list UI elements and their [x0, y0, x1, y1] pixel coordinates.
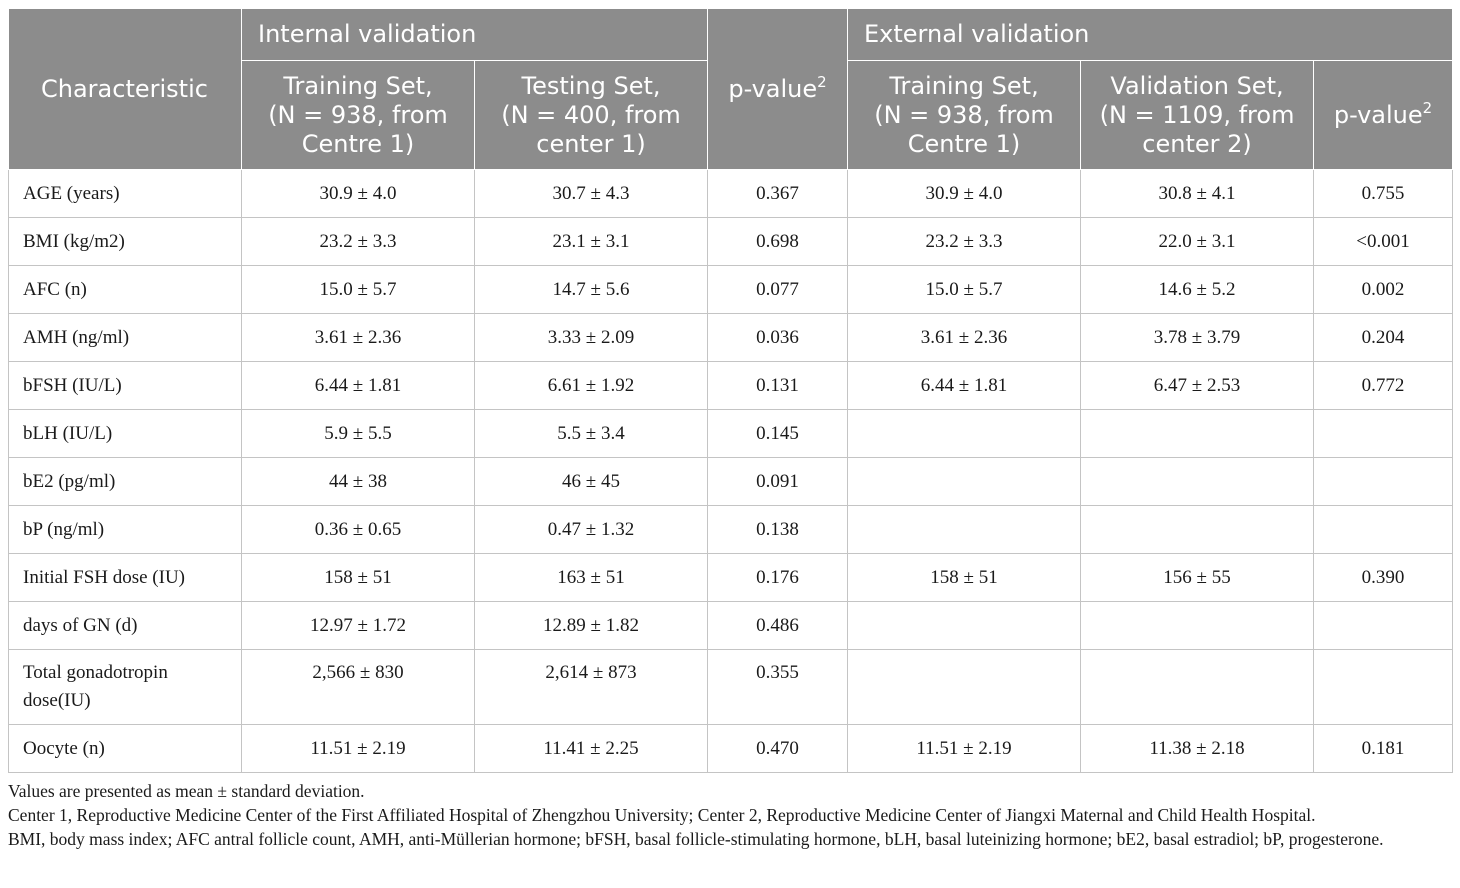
footnote-mark: 2 [817, 72, 827, 91]
external-training-cell: 6.44 ± 1.81 [848, 362, 1081, 410]
table-row [9, 650, 1453, 725]
internal-testing-header [475, 61, 708, 170]
external-pvalue-cell: 0.181 [1314, 725, 1453, 773]
header-line: (N = 938, from [874, 100, 1054, 129]
external-pvalue-cell [1314, 506, 1453, 554]
note-values: Values are presented as mean ± standard deviation. [8, 781, 365, 801]
external-pvalue-cell [1314, 410, 1453, 458]
external-validation-cell [1081, 458, 1314, 506]
external-validation-cell [1081, 650, 1314, 725]
internal-training-cell: 2,566 ± 830 [242, 650, 475, 725]
external-training-cell: 15.0 ± 5.7 [848, 266, 1081, 314]
internal-training-cell: 3.61 ± 2.36 [242, 314, 475, 362]
internal-pvalue-cell: 0.486 [708, 602, 848, 650]
external-validation-cell: 11.38 ± 2.18 [1081, 725, 1314, 773]
header-line: center 1) [536, 129, 646, 158]
internal-training-cell: 44 ± 38 [242, 458, 475, 506]
external-validation-cell: 30.8 ± 4.1 [1081, 170, 1314, 218]
internal-training-header [242, 61, 475, 170]
internal-testing-cell: 163 ± 51 [475, 554, 708, 602]
internal-pvalue-cell: 0.138 [708, 506, 848, 554]
internal-training-cell: 0.36 ± 0.65 [242, 506, 475, 554]
table-header [9, 9, 1453, 170]
row-label: bE2 (pg/ml) [9, 458, 242, 506]
external-pvalue-cell: 0.755 [1314, 170, 1453, 218]
internal-training-cell: 158 ± 51 [242, 554, 475, 602]
row-label: bFSH (IU/L) [9, 362, 242, 410]
internal-training-cell: 12.97 ± 1.72 [242, 602, 475, 650]
internal-pvalue-header [708, 9, 848, 170]
internal-testing-cell: 6.61 ± 1.92 [475, 362, 708, 410]
header-line: center 2) [1142, 129, 1252, 158]
external-validation-cell: 6.47 ± 2.53 [1081, 362, 1314, 410]
table-row [9, 602, 1453, 650]
internal-training-cell: 23.2 ± 3.3 [242, 218, 475, 266]
note-abbreviations: BMI, body mass index; AFC antral follicle count, AMH, anti-Müllerian hormone; bFSH, basal follicle-stimulating hormone, bLH, basal luteinizing hormone; bE2, basal estradiol; bP, progesterone. [8, 829, 1384, 849]
external-pvalue-cell: <0.001 [1314, 218, 1453, 266]
row-label: days of GN (d) [9, 602, 242, 650]
table-row [9, 458, 1453, 506]
table-row [9, 554, 1453, 602]
internal-pvalue-cell: 0.355 [708, 650, 848, 725]
pvalue-label: p-value [728, 74, 818, 103]
table-row [9, 170, 1453, 218]
row-label: Total gonadotropin dose(IU) [9, 650, 242, 725]
header-line: (N = 1109, from [1099, 100, 1295, 129]
row-label: Initial FSH dose (IU) [9, 554, 242, 602]
external-training-cell [848, 458, 1081, 506]
internal-testing-cell: 2,614 ± 873 [475, 650, 708, 725]
internal-pvalue-cell: 0.091 [708, 458, 848, 506]
external-pvalue-cell: 0.002 [1314, 266, 1453, 314]
internal-training-cell: 11.51 ± 2.19 [242, 725, 475, 773]
table-row [9, 362, 1453, 410]
internal-testing-cell: 0.47 ± 1.32 [475, 506, 708, 554]
internal-testing-cell: 12.89 ± 1.82 [475, 602, 708, 650]
internal-testing-cell: 23.1 ± 3.1 [475, 218, 708, 266]
internal-testing-cell: 5.5 ± 3.4 [475, 410, 708, 458]
table-body [9, 170, 1453, 773]
row-label: Oocyte (n) [9, 725, 242, 773]
external-pvalue-cell [1314, 458, 1453, 506]
external-training-cell: 23.2 ± 3.3 [848, 218, 1081, 266]
internal-testing-cell: 11.41 ± 2.25 [475, 725, 708, 773]
external-training-header [848, 61, 1081, 170]
header-line: Training Set, [889, 71, 1039, 100]
row-label: bLH (IU/L) [9, 410, 242, 458]
external-training-cell [848, 506, 1081, 554]
table-row [9, 218, 1453, 266]
external-validation-cell [1081, 506, 1314, 554]
external-validation-cell [1081, 410, 1314, 458]
row-label: bP (ng/ml) [9, 506, 242, 554]
internal-training-cell: 30.9 ± 4.0 [242, 170, 475, 218]
external-pvalue-cell: 0.204 [1314, 314, 1453, 362]
table-row [9, 506, 1453, 554]
table-row [9, 266, 1453, 314]
header-line: (N = 938, from [268, 100, 448, 129]
header-line: (N = 400, from [501, 100, 681, 129]
external-pvalue-cell [1314, 602, 1453, 650]
external-pvalue-cell: 0.772 [1314, 362, 1453, 410]
internal-pvalue-cell: 0.176 [708, 554, 848, 602]
external-validation-cell: 22.0 ± 3.1 [1081, 218, 1314, 266]
internal-pvalue-cell: 0.131 [708, 362, 848, 410]
internal-training-cell: 15.0 ± 5.7 [242, 266, 475, 314]
external-training-cell [848, 410, 1081, 458]
internal-pvalue-cell: 0.036 [708, 314, 848, 362]
external-pvalue-header [1314, 61, 1453, 170]
characteristic-header: Characteristic [9, 9, 242, 170]
external-training-cell: 11.51 ± 2.19 [848, 725, 1081, 773]
external-pvalue-cell: 0.390 [1314, 554, 1453, 602]
table-row [9, 410, 1453, 458]
external-training-cell: 3.61 ± 2.36 [848, 314, 1081, 362]
row-label: AMH (ng/ml) [9, 314, 242, 362]
characteristics-table [8, 8, 1453, 773]
internal-testing-cell: 14.7 ± 5.6 [475, 266, 708, 314]
internal-testing-cell: 30.7 ± 4.3 [475, 170, 708, 218]
table-row [9, 725, 1453, 773]
external-validation-header: External validation [848, 9, 1453, 61]
table-row [9, 314, 1453, 362]
footnote-mark: 2 [1422, 98, 1433, 117]
header-line: Validation Set, [1110, 71, 1284, 100]
document [8, 8, 1452, 851]
internal-testing-cell: 3.33 ± 2.09 [475, 314, 708, 362]
internal-testing-cell: 46 ± 45 [475, 458, 708, 506]
internal-pvalue-cell: 0.145 [708, 410, 848, 458]
external-validation-cell: 3.78 ± 3.79 [1081, 314, 1314, 362]
row-label: BMI (kg/m2) [9, 218, 242, 266]
external-training-cell [848, 650, 1081, 725]
internal-pvalue-cell: 0.367 [708, 170, 848, 218]
pvalue-label: p-value [1333, 100, 1423, 129]
internal-pvalue-cell: 0.470 [708, 725, 848, 773]
row-label: AFC (n) [9, 266, 242, 314]
external-validation-cell [1081, 602, 1314, 650]
header-line: Centre 1) [907, 129, 1021, 158]
note-centers: Center 1, Reproductive Medicine Center of the First Affiliated Hospital of Zhengzhou University; Center 2, Reproductive Medicine Center of Jiangxi Maternal and Child Health Hospital. [8, 805, 1316, 825]
header-line: Centre 1) [301, 129, 415, 158]
table-notes [8, 779, 1452, 851]
external-training-cell [848, 602, 1081, 650]
external-validation-cell: 14.6 ± 5.2 [1081, 266, 1314, 314]
external-training-cell: 158 ± 51 [848, 554, 1081, 602]
external-training-cell: 30.9 ± 4.0 [848, 170, 1081, 218]
header-line: Testing Set, [521, 71, 661, 100]
internal-pvalue-cell: 0.698 [708, 218, 848, 266]
internal-training-cell: 6.44 ± 1.81 [242, 362, 475, 410]
external-validation-cell: 156 ± 55 [1081, 554, 1314, 602]
external-validation-set-header [1081, 61, 1314, 170]
internal-validation-header: Internal validation [242, 9, 708, 61]
external-pvalue-cell [1314, 650, 1453, 725]
header-line: Training Set, [283, 71, 433, 100]
internal-training-cell: 5.9 ± 5.5 [242, 410, 475, 458]
row-label: AGE (years) [9, 170, 242, 218]
internal-pvalue-cell: 0.077 [708, 266, 848, 314]
